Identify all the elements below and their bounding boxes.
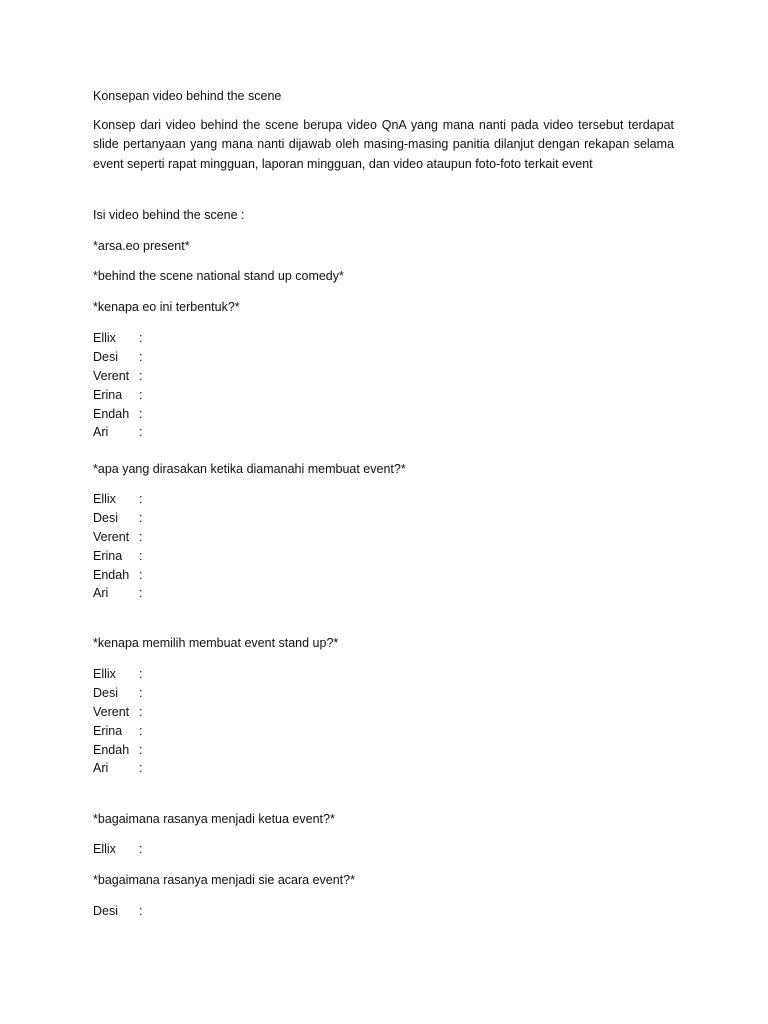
panitia-name: Desi <box>93 510 119 525</box>
answer-row <box>93 405 142 424</box>
colon: : <box>139 368 143 383</box>
colon: : <box>139 387 143 402</box>
panitia-name: Verent <box>93 368 130 383</box>
panitia-name: Ari <box>93 425 109 440</box>
answer-row <box>93 547 142 566</box>
panitia-name: Erina <box>93 548 123 563</box>
panitia-name: Desi <box>93 349 119 364</box>
colon: : <box>139 349 143 364</box>
colon: : <box>139 548 143 563</box>
question-2: *apa yang dirasakan ketika diamanahi membuat event?* <box>93 462 406 476</box>
panitia-name: Ellix <box>93 492 116 506</box>
colon: : <box>139 425 143 440</box>
panitia-name: Endah <box>93 406 130 421</box>
answer-row <box>93 840 142 859</box>
answer-row <box>93 665 142 684</box>
panitia-name: Ari <box>93 586 109 601</box>
answer-row <box>93 386 142 405</box>
intro-paragraph: Konsep dari video behind the scene berupa video QnA yang mana nanti pada video tersebut terdapat slide pertanyaan yang mana nanti dijawab oleh masing-masing panitia dilanjut dengan rekapan selama event seperti rapat mingguan, laporan mingguan, dan video ataupun foto-foto terkait event <box>93 118 674 171</box>
colon: : <box>139 904 143 918</box>
panitia-name: Endah <box>93 742 130 757</box>
panitia-name: Endah <box>93 567 130 582</box>
panitia-name: Ari <box>93 761 109 776</box>
bts-line: *behind the scene national stand up comedy* <box>93 269 344 283</box>
answer-row <box>93 684 142 703</box>
answer-row <box>93 348 142 367</box>
colon: : <box>139 567 143 582</box>
panitia-name: Erina <box>93 387 123 402</box>
colon: : <box>139 667 143 681</box>
answer-row <box>93 741 142 760</box>
colon: : <box>139 704 143 719</box>
answer-roster-2 <box>93 490 142 603</box>
colon: : <box>139 761 143 776</box>
question-4: *bagaimana rasanya menjadi ketua event?* <box>93 812 335 826</box>
colon: : <box>139 406 143 421</box>
answer-row <box>93 722 142 741</box>
colon: : <box>139 723 143 738</box>
answer-row <box>93 566 142 585</box>
answer-roster-3 <box>93 665 142 778</box>
answer-roster-1 <box>93 329 142 442</box>
colon: : <box>139 685 143 700</box>
question-1: *kenapa eo ini terbentuk?* <box>93 300 240 314</box>
colon: : <box>139 842 143 856</box>
colon: : <box>139 492 143 506</box>
answer-row <box>93 509 142 528</box>
answer-row <box>93 759 142 778</box>
answer-row <box>93 584 142 603</box>
colon: : <box>139 586 143 601</box>
answer-roster-5 <box>93 902 142 921</box>
answer-row <box>93 329 142 348</box>
answer-row <box>93 367 142 386</box>
colon: : <box>139 529 143 544</box>
panitia-name: Verent <box>93 529 130 544</box>
answer-row <box>93 528 142 547</box>
panitia-name: Ellix <box>93 842 116 856</box>
answer-row <box>93 423 142 442</box>
answer-roster-4 <box>93 840 142 859</box>
colon: : <box>139 510 143 525</box>
answer-row <box>93 902 142 921</box>
panitia-name: Erina <box>93 723 123 738</box>
question-3: *kenapa memilih membuat event stand up?* <box>93 636 339 650</box>
arsa-line: *arsa.eo present* <box>93 239 190 253</box>
question-5: *bagaimana rasanya menjadi sie acara event?* <box>93 873 355 887</box>
panitia-name: Ellix <box>93 331 116 345</box>
panitia-name: Verent <box>93 704 130 719</box>
isi-label: Isi video behind the scene : <box>93 208 245 222</box>
colon: : <box>139 331 143 345</box>
doc-heading: Konsepan video behind the scene <box>93 89 282 103</box>
answer-row <box>93 703 142 722</box>
panitia-name: Ellix <box>93 667 116 681</box>
answer-row <box>93 490 142 509</box>
panitia-name: Desi <box>93 685 119 700</box>
panitia-name: Desi <box>93 904 119 918</box>
colon: : <box>139 742 143 757</box>
